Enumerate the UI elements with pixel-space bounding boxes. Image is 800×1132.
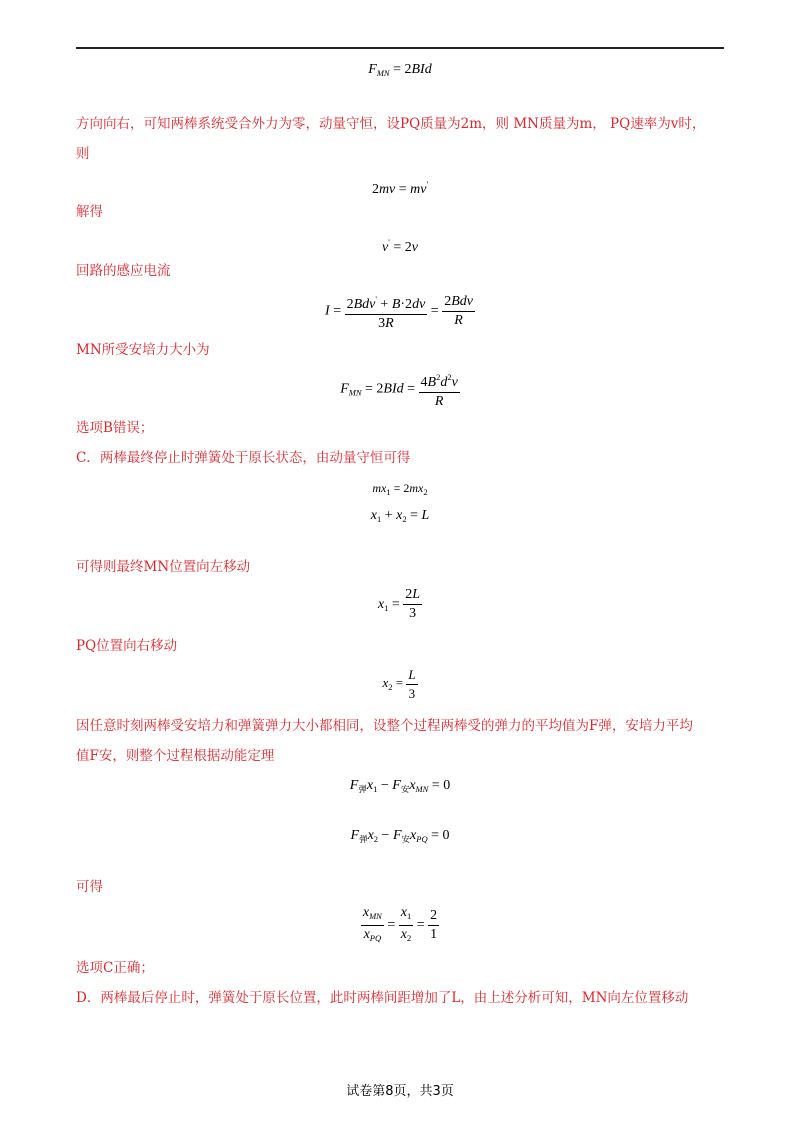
equation-current: I = $\frac{2Bdv' + B\cdot 2dv}{3R}$ = $\frac{\text{2Bdv}}{R}$	[0, 290, 800, 333]
text-line-11: 值F安，则整个过程根据动能定理	[76, 748, 275, 764]
page-footer: 试卷第8页，共3页	[346, 1084, 454, 1099]
text-line-4: 回路的感应电流	[76, 263, 171, 279]
equation-x2: $x_2$ = $\frac{L}{3}$	[382, 666, 416, 701]
text-line-10: 因任意时刻两棒受安培力和弹簧弹力大小都相同，设整个过程两棒受的弹力的平均值为F弹，安培力平均	[76, 718, 693, 734]
equation-momentum: 2mv = mv'	[371, 179, 429, 197]
text-line-6: 选项B错误；	[76, 420, 154, 436]
equation-ampere-force: $F_{MN} = 2BId$ = $\frac{4B^2d^2v}{R}$	[0, 368, 800, 412]
equation-x-sum: $x_1 + x_2 = L$	[370, 508, 430, 524]
equation-f-mn: $F_{MN} = 2BId$	[368, 62, 432, 78]
equation-energy-pq: $F_弹x_2 - F_安x_{PQ} = 0$	[350, 828, 450, 844]
text-line-5: MN所受安培力大小为	[76, 342, 210, 358]
equation-mx: $mx_1 = 2mx_2$	[372, 481, 428, 497]
text-line-14: D．两棒最后停止时，弹簧处于原长位置，此时两棒间距增加了L，由上述分析可知，MN向左位置移动	[76, 990, 689, 1006]
equation-x1: $x_1$ = $\frac{2L}{3}$	[377, 587, 421, 622]
text-line-7: C．两棒最终停止时弹簧处于原长状态，由动量守恒可得	[76, 450, 411, 466]
text-line-3: 解得	[76, 204, 103, 220]
text-line-12: 可得	[76, 879, 103, 895]
equation-ratio: $\frac{x_{MN}}{x_{PQ}}$ = $\frac{x_1}{x_2}$ = $\frac{2}{1}$	[362, 905, 438, 943]
text-line-8: 可得则最终MN位置向左移动	[76, 559, 251, 575]
text-line-1: 方向向右，可知两棒系统受合外力为零，动量守恒，设PQ质量为2m，则 MN质量为m， PQ速率为v时，	[76, 116, 706, 132]
text-line-9: PQ位置向右移动	[76, 638, 178, 654]
equation-energy-mn: $F_弹x_1 - F_安x_{MN} = 0$	[349, 778, 451, 794]
text-line-13: 选项C正确；	[76, 960, 154, 976]
text-line-2: 则	[76, 146, 90, 162]
equation-v-prime: v' = 2v	[382, 237, 418, 255]
header-rule	[76, 47, 724, 49]
